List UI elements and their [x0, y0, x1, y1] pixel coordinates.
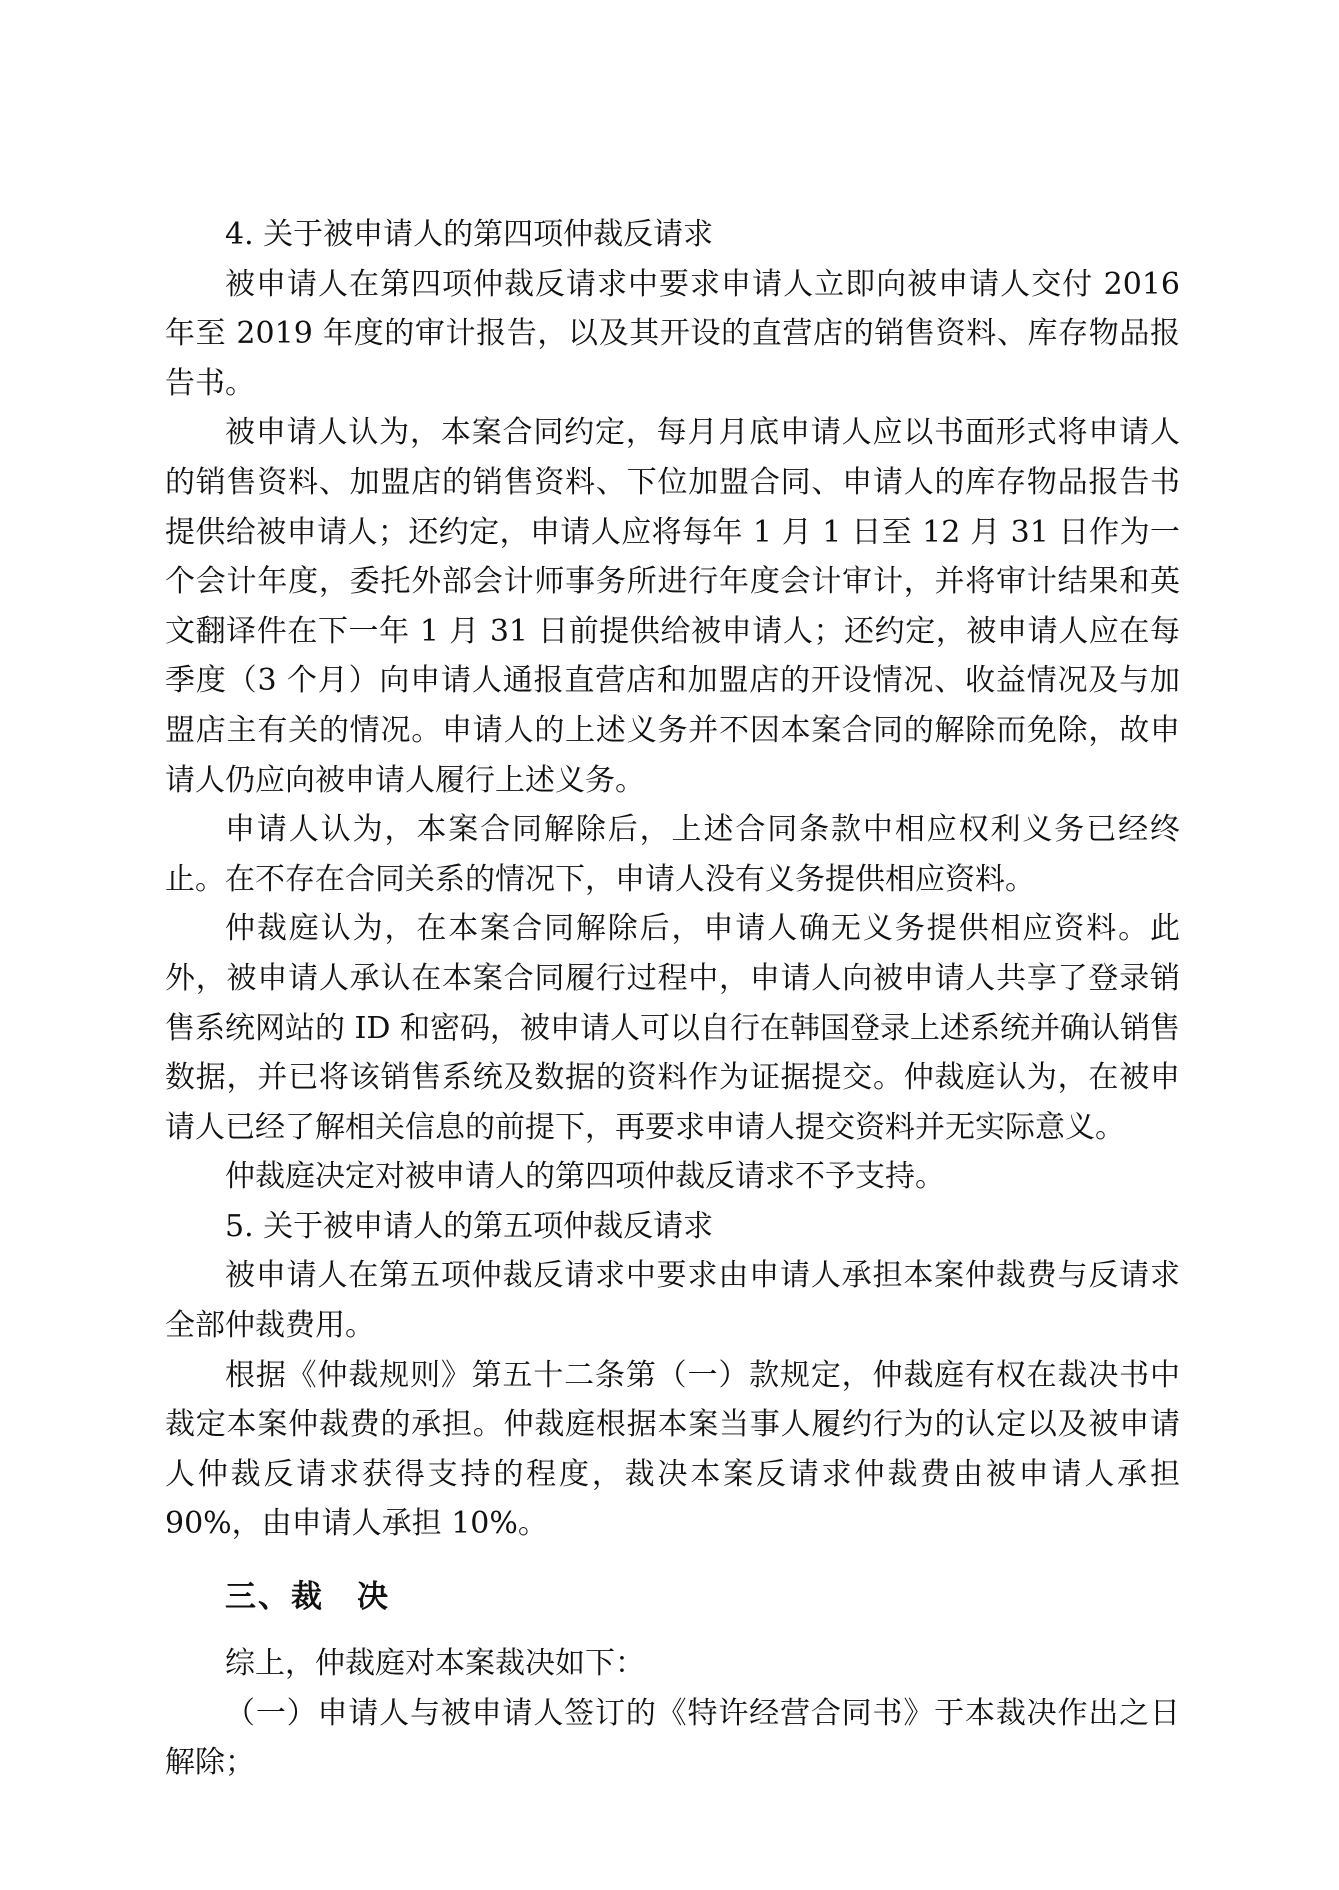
- paragraph: 仲裁庭决定对被申请人的第四项仲裁反请求不予支持。: [225, 1159, 945, 1195]
- paragraph: （一）申请人与被申请人签订的《特许经营合同书》于本裁决作出之日解除；: [165, 1695, 1180, 1781]
- subheading-4: 4. 关于被申请人的第四项仲裁反请求: [225, 217, 714, 252]
- paragraph: 综上，仲裁庭对本案裁决如下：: [225, 1646, 645, 1682]
- paragraph: 被申请人在第四项仲裁反请求中要求申请人立即向被申请人交付 2016 年至 2019 年度的审计报告，以及其开设的直营店的销售资料、库存物品报告书。: [165, 266, 1180, 401]
- paragraph: 仲裁庭认为，在本案合同解除后，申请人确无义务提供相应资料。此外，被申请人承认在本案合同履行过程中，申请人向被申请人共享了登录销售系统网站的 ID 和密码，被申请人可以自行在韩国登录上述系统并确认销售数据，并已将该销售系统及数据的资料作为证据提交。仲裁庭认为，在被申请人已经了解相关信息的前提下，再要求申请人提交资料并无实际意义。: [165, 911, 1180, 1145]
- paragraph: 被申请人在第五项仲裁反请求中要求由申请人承担本案仲裁费与反请求全部仲裁费用。: [165, 1258, 1180, 1344]
- section-heading: 三、裁 决: [225, 1579, 390, 1616]
- paragraph: 申请人认为，本案合同解除后，上述合同条款中相应权利义务已经终止。在不存在合同关系的情况下，申请人没有义务提供相应资料。: [165, 812, 1180, 897]
- document-body: [165, 210, 1180, 1788]
- paragraph: 被申请人认为，本案合同约定，每月月底申请人应以书面形式将申请人的销售资料、加盟店的销售资料、下位加盟合同、申请人的库存物品报告书提供给被申请人；还约定，申请人应将每年 1 月 1 日至 12 月 31 日作为一个会计年度，委托外部会计师事务所进行年度会计审计，并将审计结果和英文翻译件在下一年 1 月 31 日前提供给被申请人；还约定，被申请人应在每季度（3 个月）向申请人通报直营店和加盟店的开设情况、收益情况及与加盟店主有关的情况。申请人的上述义务并不因本案合同的解除而免除，故申请人仍应向被申请人履行上述义务。: [165, 415, 1180, 798]
- paragraph: 根据《仲裁规则》第五十二条第（一）款规定，仲裁庭有权在裁决书中裁定本案仲裁费的承担。仲裁庭根据本案当事人履约行为的认定以及被申请人仲裁反请求获得支持的程度，裁决本案反请求仲裁费由被申请人承担 90%，由申请人承担 10%。: [165, 1357, 1180, 1542]
- subheading-5: 5. 关于被申请人的第五项仲裁反请求: [225, 1208, 714, 1244]
